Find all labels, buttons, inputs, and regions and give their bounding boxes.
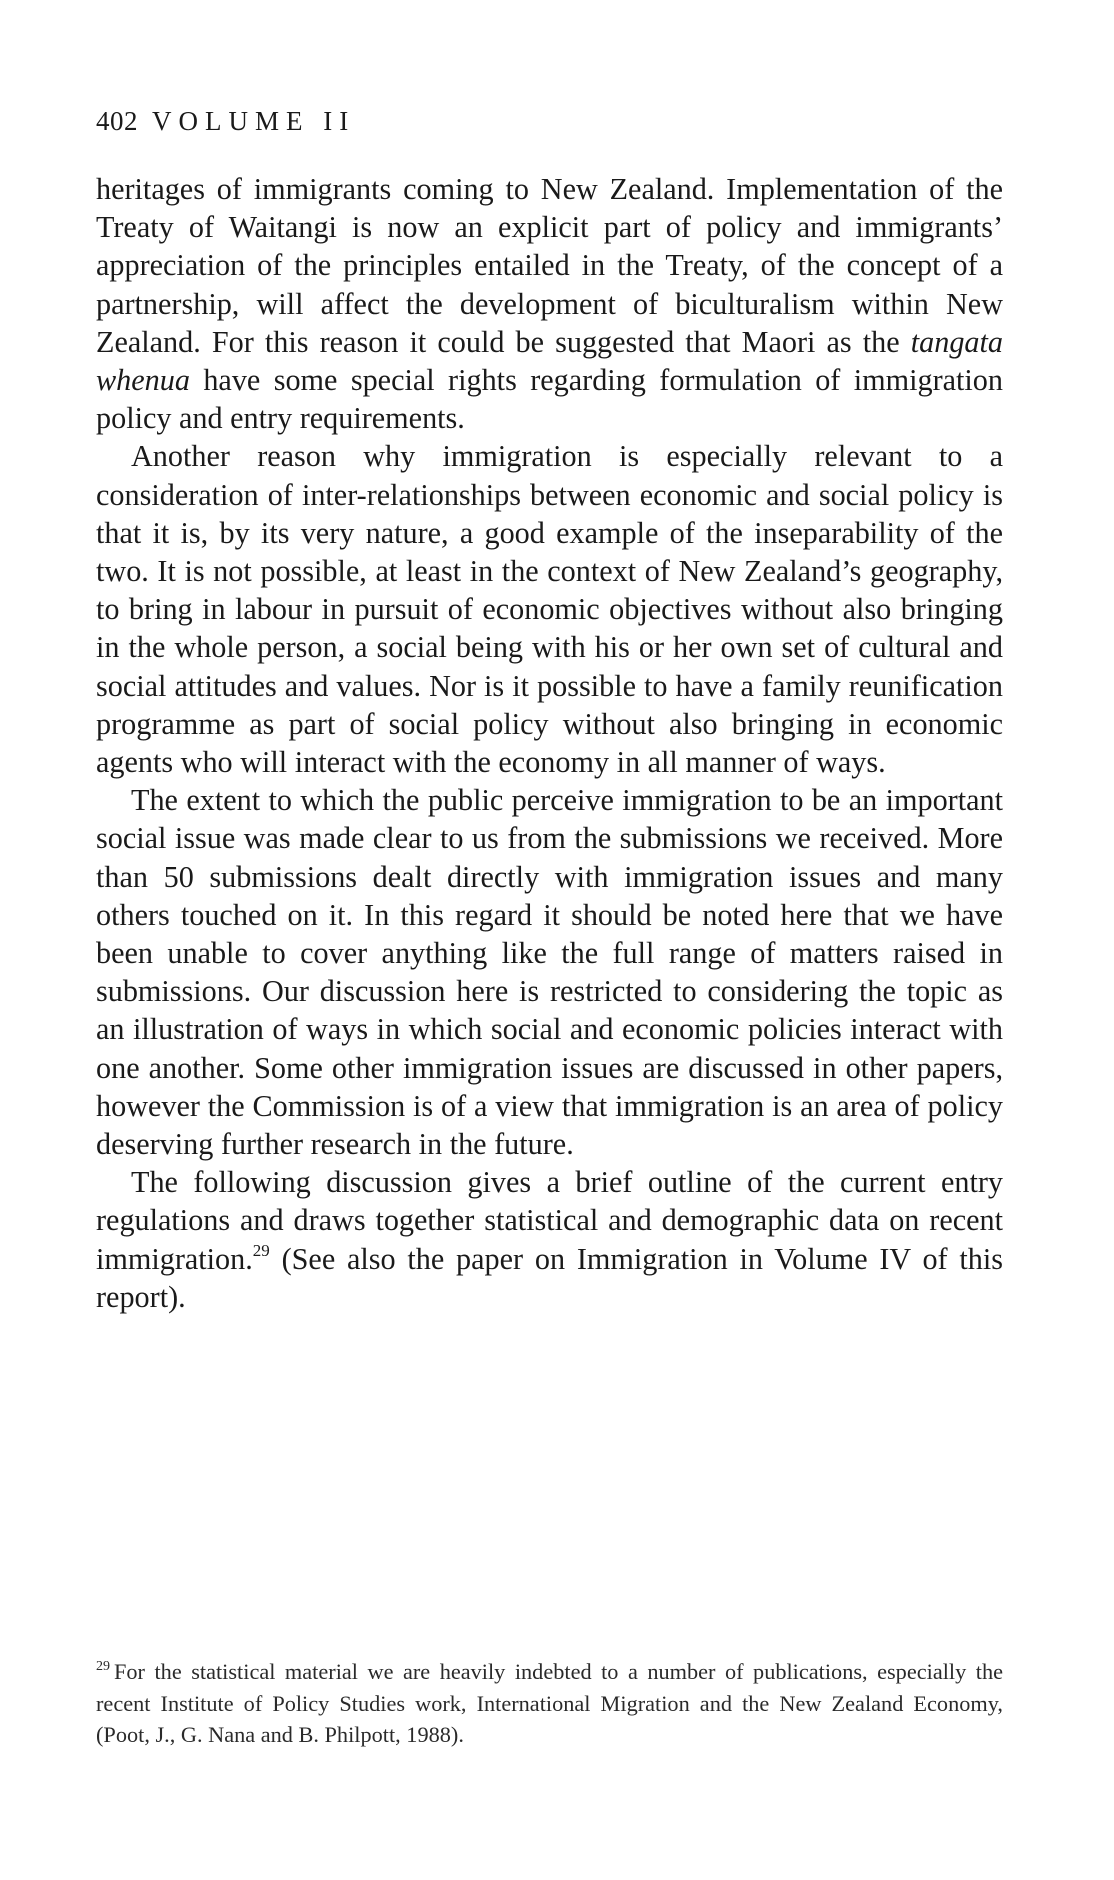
running-head-section: VOLUME II [152,106,356,136]
paragraph-text: have some special rights regarding formulation of immigration policy and entry requirements. [96,363,1003,436]
paragraph [96,437,1003,781]
page [96,104,1003,1316]
paragraph [96,170,1003,437]
footnote-marker: 29 [96,1659,110,1674]
footnote-text: For the statistical material we are heavily indebted to a number of publications, especially the recent Institute of Policy Studies work, International Migration and the New Zealand Economy, (Poot, J., G. Nana and B. Philpott, 1988). [96,1659,1003,1747]
paragraph-text: The extent to which the public perceive immigration to be an important social issue was made clear to us from the submissions we received. More than 50 submissions dealt directly with immigration issues and many others touched on it. In this regard it should be noted here that we have been unable to cover anything like the full range of matters raised in submissions. Our discussion here is restricted to considering the topic as an illustration of ways in which social and economic policies interact with one another. Some other immigration issues are discussed in other papers, however the Commission is of a view that immigration is an area of policy deserving further research in the future. [96,783,1003,1162]
paragraph-text: Another reason why immigration is especially relevant to a consideration of inter-relationships between economic and social policy is that it is, by its very nature, a good example of the inseparability of the two. It is not possible, at least in the context of New Zealand’s geography, to bring in labour in pursuit of economic objectives without also bringing in the whole person, a social being with his or her own set of cultural and social attitudes and values. Nor is it possible to have a family reunification programme as part of social policy without also bringing in economic agents who will interact with the economy in all manner of ways. [96,439,1003,780]
body-text [96,170,1003,1316]
footnote-reference: 29 [252,1240,270,1260]
paragraph-text: (See also the paper on Immigration in Volume IV of this report). [96,1241,1003,1314]
paragraph-text: The following discussion gives a brief outline of the current entry regulations and draws together statistical and demographic data on recent immigration. [96,1165,1003,1276]
footnote [96,1656,1003,1751]
italic-phrase: tangata whenua [96,324,1003,398]
paragraph-text: heritages of immigrants coming to New Zealand. Implementation of the Treaty of Waitangi is now an explicit part of policy and immigrants’ appreciation of the principles entailed in the Treaty, of the concept of a partnership, will affect the development of biculturalism within New Zealand. For this reason it could be suggested that Maori as the [96,172,1003,359]
page-number: 402 [96,106,138,136]
running-head [96,104,1003,138]
paragraph [96,1163,1003,1316]
paragraph [96,781,1003,1163]
